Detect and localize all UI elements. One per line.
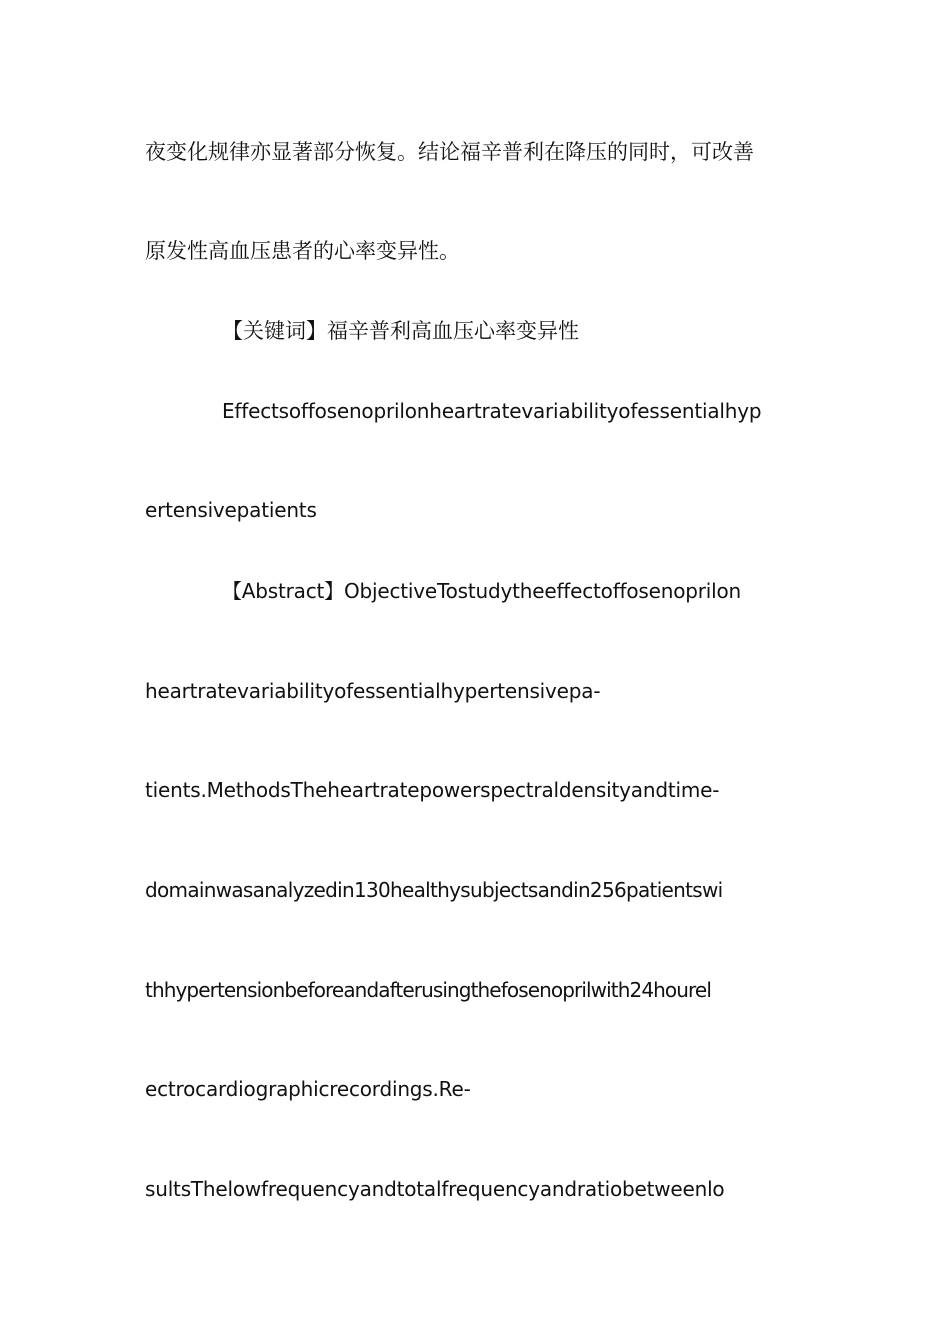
abstract-en-line-2: heartratevariabilityofessentialhypertensivepa- [145, 679, 601, 703]
abstract-en-line-5: thhypertensionbeforeandafterusingthefosenoprilwith24hourel [145, 978, 711, 1002]
abstract-en-line-7: sultsThelowfrequencyandtotalfrequencyandratiobetweenlo [145, 1177, 725, 1201]
english-title-line-1: Effectsoffosenoprilonheartratevariabilityofessentialhyp [222, 399, 762, 423]
abstract-en-line-4: domainwasanalyzedin130healthysubjectsandin256patientswi [145, 878, 723, 902]
abstract-cn-conclusion-line-1: 夜变化规律亦显著部分恢复。结论福辛普利在降压的同时，可改善 [145, 140, 754, 164]
abstract-en-line-6: ectrocardiographicrecordings.Re- [145, 1077, 471, 1101]
keywords-cn: 【关键词】福辛普利高血压心率变异性 [222, 319, 579, 343]
english-title-line-2: ertensivepatients [145, 498, 317, 522]
abstract-en-line-1: 【Abstract】ObjectiveTostudytheeffectoffosenoprilon [222, 579, 741, 603]
abstract-en-line-3: tients.MethodsTheheartratepowerspectraldensityandtime- [145, 778, 720, 802]
abstract-cn-conclusion-line-2: 原发性高血压患者的心率变异性。 [145, 239, 460, 263]
